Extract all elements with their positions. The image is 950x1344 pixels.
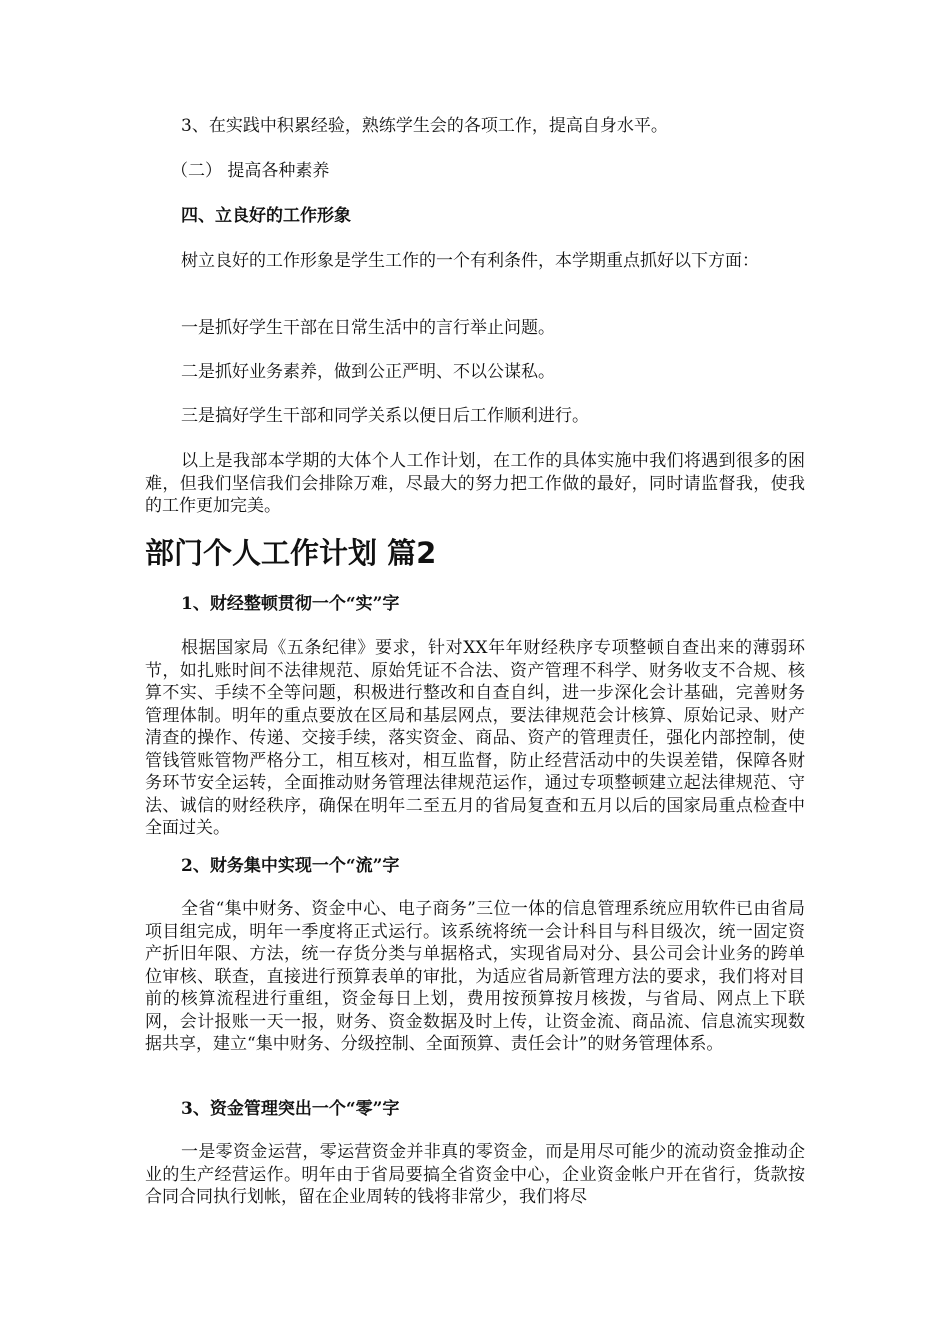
subheading-improve-qualities: （二） 提高各种素养 [171, 161, 330, 181]
heading-3-zero: 3、资金管理突出一个“零”字 [181, 1099, 400, 1119]
heading-work-image: 四、立良好的工作形象 [181, 206, 351, 226]
heading-2-flow: 2、财务集中实现一个“流”字 [181, 856, 400, 876]
paragraph-3: 一是零资金运营，零运营资金并非真的零资金，而是用尽可能少的流动资金推动企业的生产经营运作。明年由于省局要搞全省资金中心，企业资金帐户开在省行，货款按合同合同执行划帐，留在企业周转的钱将非常少，我们将尽 [145, 1142, 805, 1207]
intro-paragraph: 树立良好的工作形象是学生工作的一个有利条件，本学期重点抓好以下方面： [181, 251, 759, 271]
point-2: 二是抓好业务素养，做到公正严明、不以公谋私。 [181, 362, 555, 382]
point-1: 一是抓好学生干部在日常生活中的言行举止问题。 [181, 318, 555, 338]
conclusion-paragraph: 以上是我部本学期的大体个人工作计划，在工作的具体实施中我们将遇到很多的困难，但我们坚信我们会排除万难，尽最大的努力把工作做的最好，同时请监督我，使我的工作更加完美。 [145, 451, 805, 516]
paragraph-1: 根据国家局《五条纪律》要求，针对XX年年财经秩序专项整顿自查出来的薄弱环节，如扎账时间不法律规范、原始凭证不合法、资产管理不科学、财务收支不合规、核算不实、手续不全等问题，积极进行整改和自查自纠，进一步深化会计基础，完善财务管理体制。明年的重点要放在区局和基层网点，要法律规范会计核算、原始记录、财产清查的操作、传递、交接手续，落实资金、商品、资产的管理责任，强化内部控制，使管钱管账管物严格分工，相互核对，相互监督，防止经营活动中的失误差错，保障各财务环节安全运转，全面推动财务管理法律规范运作，通过专项整顿建立起法律规范、守法、诚信的财经秩序，确保在明年二至五月的省局复查和五月以后的国家局重点检查中全面过关。 [145, 638, 805, 838]
point-3: 三是搞好学生干部和同学关系以便日后工作顺利进行。 [181, 406, 589, 426]
heading-1-practical: 1、财经整顿贯彻一个“实”字 [181, 594, 400, 614]
item-3-text: 3、在实践中积累经验，熟练学生会的各项工作，提高自身水平。 [181, 116, 668, 136]
paragraph-2: 全省“集中财务、资金中心、电子商务”三位一体的信息管理系统应用软件已由省局项目组完成，明年一季度将正式运行。该系统将统一会计科目与科目级次，统一固定资产折旧年限、方法，统一存货分类与单据格式，实现省局对分、县公司会计业务的跨单位审核、联查，直接进行预算表单的审批，为适应省局新管理方法的要求，我们将对目前的核算流程进行重组，资金每日上划，费用按预算按月核拨，与省局、网点上下联网，会计报账一天一报，财务、资金数据及时上传，让资金流、商品流、信息流实现数据共享，建立“集中财务、分级控制、全面预算、责任会计”的财务管理体系。 [145, 899, 805, 1054]
section-title: 部门个人工作计划 篇2 [145, 536, 437, 570]
